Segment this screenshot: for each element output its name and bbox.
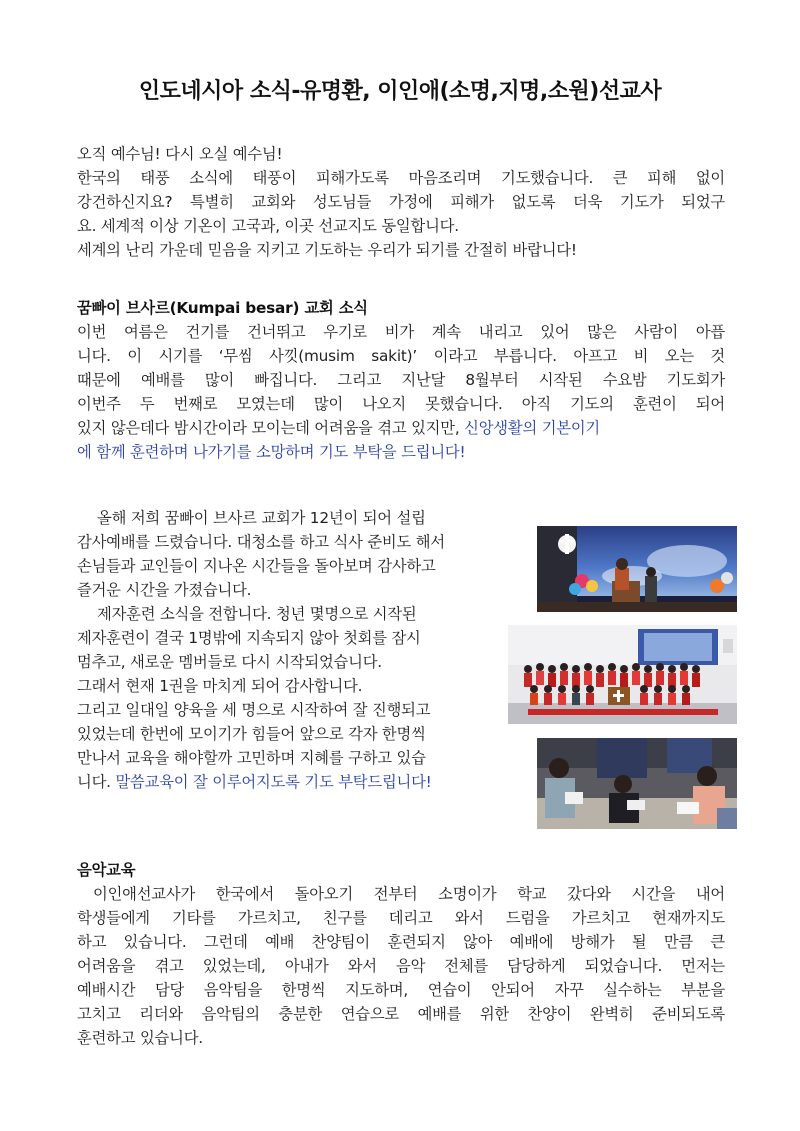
intro-line: 세계의 난리 가운데 믿음을 지키고 기도하는 우리가 되기를 간절히 바랍니다!: [77, 241, 577, 259]
bible-study-photo: [537, 738, 737, 829]
intro-line: 강건하신지요? 특별히 교회와 성도님들 가정에 피해가 없도록 더욱 기도가 되었구: [77, 193, 725, 211]
paragraph-line: 고치고 리더와 음악팀의 충분한 연습으로 예배를 위한 찬양이 완벽히 준비되도록: [77, 1005, 725, 1023]
paragraph-line: 있었는데 한번에 모이기가 힘들어 앞으로 각자 한명씩: [77, 725, 426, 743]
paragraph-line: 이번주 두 번째로 모였는데 많이 나오지 못했습니다. 아직 기도의 훈련이 되어: [77, 395, 725, 413]
paragraph-line: 니다. 이 시기를 ‘무씸 사낏(musim sakit)’ 이라고 부릅니다. 아프고 비 오는 것: [77, 347, 725, 365]
paragraph-line: 제자훈련이 결국 1명밖에 지속되지 않아 첫회를 잠시: [77, 629, 421, 647]
church-news-section: [77, 296, 725, 464]
intro-line: 오직 예수님! 다시 오실 예수님!: [77, 145, 283, 163]
paragraph-line: 예배시간 담당 음악팀을 한명씩 지도하며, 연습이 안되어 자꾸 실수하는 부분을: [77, 981, 725, 999]
section-heading: 음악교육: [77, 861, 136, 879]
paragraph-line: 학생들에게 기타를 가르치고, 친구를 데리고 와서 드럼을 가르치고 현재까지도: [77, 909, 725, 927]
paragraph-line: 하고 있습니다. 그런데 예배 찬양팀이 훈련되지 않아 예배에 방해가 될 만큼 큰: [77, 933, 725, 951]
paragraph-line: 그리고 일대일 양육을 세 명으로 시작하여 잘 진행되고: [77, 701, 431, 719]
prayer-request-text: 에 함께 훈련하며 나가기를 소망하며 기도 부탁을 드립니다!: [77, 443, 466, 461]
paragraph-line: 감사예배를 드렸습니다. 대청소를 하고 식사 준비도 해서: [77, 533, 445, 551]
anniversary-service-photo: [537, 526, 737, 612]
intro-paragraph: [77, 142, 725, 262]
section-heading: 꿈빠이 브사르(Kumpai besar) 교회 소식: [77, 299, 368, 317]
page-title: 인도네시아 소식-유명환, 이인애(소명,지명,소원)선교사: [138, 79, 662, 104]
paragraph-line: 훈련하고 있습니다.: [77, 1029, 203, 1047]
anniversary-discipleship-section: [77, 506, 532, 794]
intro-line: 요. 세계적 이상 기온이 고국과, 이곳 선교지도 동일합니다.: [77, 217, 459, 235]
paragraph-line: 제자훈련 소식을 전합니다. 청년 몇명으로 시작된: [97, 605, 417, 623]
paragraph-text: 있지 않은데다 밤시간이라 모이는데 어려움을 겪고 있지만,: [77, 419, 465, 437]
paragraph-line: [77, 416, 725, 440]
paragraph-line: 그래서 현재 1권을 마치게 되어 감사합니다.: [77, 677, 363, 695]
paragraph-line: [77, 770, 532, 794]
paragraph-line: 이번 여름은 건기를 건너뛰고 우기로 비가 계속 내리고 있어 많은 사람이 아픕: [77, 323, 725, 341]
intro-line: 한국의 태풍 소식에 태풍이 피해가도록 마음조리며 기도했습니다. 큰 피해 없이: [77, 169, 725, 187]
paragraph-line: 때문에 예배를 많이 빠집니다. 그리고 지난달 8월부터 시작된 수요밤 기도회가: [77, 371, 725, 389]
prayer-request-text: 말씀교육이 잘 이루어지도록 기도 부탁드립니다!: [115, 773, 432, 791]
congregation-group-photo: [508, 625, 737, 724]
paragraph-line: 어려움을 겪고 있었는데, 아내가 와서 음악 전체를 담당하게 되었습니다. 먼저는: [77, 957, 725, 975]
paragraph-text: 니다.: [77, 773, 116, 791]
paragraph-line: 즐거운 시간을 가졌습니다.: [77, 581, 252, 599]
paragraph-line: 이인애선교사가 한국에서 돌아오기 전부터 소명이가 학교 갔다와 시간을 내어: [93, 885, 725, 903]
music-education-section: [77, 858, 725, 1050]
paragraph-line: 손님들과 교인들이 지나온 시간들을 돌아보며 감사하고: [77, 557, 436, 575]
prayer-request-text: 신앙생활의 기본이기: [464, 419, 601, 437]
paragraph-line: 만나서 교육을 해야할까 고민하며 지혜를 구하고 있습: [77, 749, 426, 767]
paragraph-line: 올해 저희 꿈빠이 브사르 교회가 12년이 되어 설립: [97, 509, 426, 527]
paragraph-line: 멈추고, 새로운 멤버들로 다시 시작되었습니다.: [77, 653, 382, 671]
